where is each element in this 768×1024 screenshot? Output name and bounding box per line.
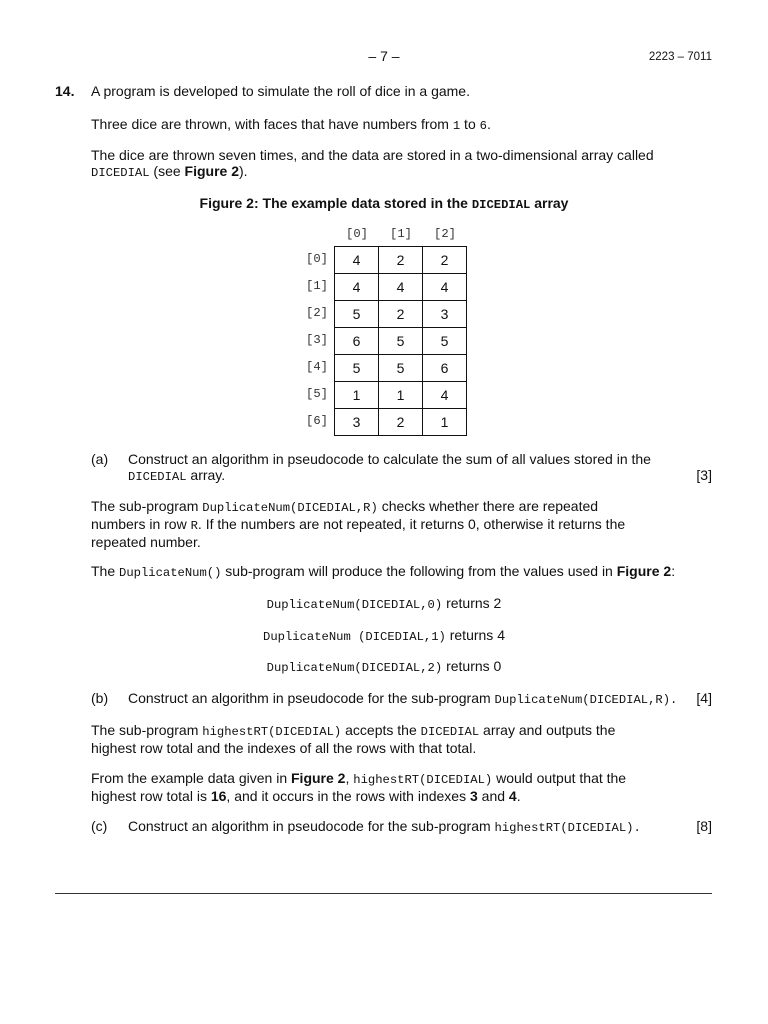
- part-a-text: [128, 451, 651, 485]
- dice-faces-paragraph: [91, 116, 491, 134]
- text: . If the numbers are not repeated, it returns 0, otherwise it returns the: [197, 516, 626, 532]
- array-cell: 2: [379, 247, 423, 274]
- table-row: [335, 301, 467, 328]
- text: array and outputs the: [479, 722, 616, 738]
- figure-ref: Figure 2: [184, 163, 239, 179]
- array-cell: 6: [423, 355, 467, 382]
- text-line: [91, 770, 626, 788]
- text: (see: [149, 163, 185, 179]
- text: checks whether there are repeated: [377, 498, 599, 514]
- array-cell: 6: [335, 328, 379, 355]
- code-inline: DICEDIAL: [91, 166, 150, 180]
- text: Construct an algorithm in pseudocode for the sub-program: [128, 690, 495, 706]
- text: and: [477, 788, 509, 804]
- question-intro: A program is developed to simulate the roll of dice in a game.: [91, 83, 470, 99]
- table-row: [335, 274, 467, 301]
- text-line: [91, 516, 625, 534]
- figure-title: [0, 195, 768, 213]
- text: The sub-program: [91, 722, 203, 738]
- table-row: [335, 382, 467, 409]
- text: The: [91, 563, 120, 579]
- text: .: [486, 116, 491, 132]
- figure-title-text: array: [530, 195, 569, 211]
- array-cell: 5: [335, 355, 379, 382]
- code-inline: 1: [452, 119, 461, 133]
- row-index: [4]: [306, 360, 328, 374]
- text: ,: [345, 770, 354, 786]
- code-inline: R: [190, 519, 198, 533]
- text-line: repeated number.: [91, 534, 201, 550]
- code-inline: highestRT(DICEDIAL): [353, 773, 493, 787]
- row-index: [1]: [306, 279, 328, 293]
- page-number: – 7 –: [368, 48, 400, 64]
- text-line: highest row total and the indexes of all the rows with that total.: [91, 740, 477, 756]
- figure-ref: Figure 2: [291, 770, 346, 786]
- array-cell: 2: [423, 247, 467, 274]
- code-inline: DICEDIAL: [420, 725, 480, 739]
- array-cell: 2: [379, 409, 423, 436]
- figure-title-text: Figure 2: The example data stored in the: [199, 195, 472, 211]
- table-row: [335, 328, 467, 355]
- array-cell: 4: [379, 274, 423, 301]
- code-inline: DuplicateNum(DICEDIAL,0): [266, 598, 443, 612]
- array-cell: 2: [379, 301, 423, 328]
- text: The sub-program: [91, 498, 203, 514]
- array-cell: 5: [335, 301, 379, 328]
- example-line: [0, 658, 768, 676]
- text-line: [91, 788, 626, 804]
- text: to: [460, 116, 480, 132]
- text: returns 4: [445, 627, 505, 643]
- part-c-label: (c): [91, 818, 108, 834]
- text: returns 2: [442, 595, 502, 611]
- table-row: [335, 409, 467, 436]
- row-index: [2]: [306, 306, 328, 320]
- column-index: [1]: [390, 227, 412, 241]
- text-line: The dice are thrown seven times, and the data are stored in a two-dimensional array called: [91, 147, 654, 163]
- part-b-text: [128, 690, 677, 708]
- text-line: Construct an algorithm in pseudocode to calculate the sum of all values stored in the: [128, 451, 651, 467]
- text: :: [671, 563, 676, 579]
- column-index: [0]: [346, 227, 368, 241]
- bold-value: 4: [508, 788, 517, 804]
- dicedial-array-table: [334, 246, 467, 436]
- text: highest row total is: [91, 788, 211, 804]
- bold-value: 16: [210, 788, 227, 804]
- text: .: [516, 788, 521, 804]
- table-row: [335, 247, 467, 274]
- array-cell: 3: [423, 301, 467, 328]
- duplicatenum-usage: [91, 563, 675, 581]
- code-inline: DuplicateNum (DICEDIAL,1): [263, 630, 446, 644]
- figure-ref: Figure 2: [616, 563, 672, 579]
- text: From the example data given in: [91, 770, 291, 786]
- row-index: [5]: [306, 387, 328, 401]
- array-cell: 4: [423, 274, 467, 301]
- part-c-text: [128, 818, 641, 836]
- part-a-marks: [3]: [696, 467, 712, 483]
- code-inline: 6: [479, 119, 487, 133]
- part-c-marks: [8]: [696, 818, 712, 834]
- array-cell: 1: [379, 382, 423, 409]
- table-row: [335, 355, 467, 382]
- text: would output that the: [492, 770, 627, 786]
- code-inline: DuplicateNum(): [119, 566, 222, 580]
- duplicatenum-description: [91, 498, 625, 550]
- code-inline: highestRT(DICEDIAL).: [494, 821, 641, 835]
- code-inline: highestRT(DICEDIAL): [202, 725, 342, 739]
- example-line: [0, 627, 768, 645]
- array-cell: 5: [423, 328, 467, 355]
- bottom-divider: [55, 893, 712, 894]
- array-description-paragraph: [91, 147, 654, 181]
- array-cell: 1: [335, 382, 379, 409]
- row-index: [0]: [306, 252, 328, 266]
- part-a-label: (a): [91, 451, 109, 467]
- part-b-marks: [4]: [696, 690, 712, 706]
- text: numbers in row: [91, 516, 191, 532]
- part-b-label: (b): [91, 690, 109, 706]
- text: returns 0: [442, 658, 502, 674]
- array-cell: 4: [335, 247, 379, 274]
- text: Construct an algorithm in pseudocode for the sub-program: [128, 818, 495, 834]
- text-line: [128, 467, 651, 485]
- text: Three dice are thrown, with faces that have numbers from: [91, 116, 453, 132]
- row-index: [3]: [306, 333, 328, 347]
- highestrt-description: [91, 722, 615, 756]
- text: , and it occurs in the rows with indexes: [226, 788, 470, 804]
- array-cell: 4: [335, 274, 379, 301]
- code-inline: DuplicateNum(DICEDIAL,R).: [494, 693, 678, 707]
- code-inline: DICEDIAL: [471, 198, 531, 212]
- code-inline: DuplicateNum(DICEDIAL,2): [266, 661, 443, 675]
- text-line: [91, 498, 625, 516]
- highestrt-example: [91, 770, 626, 804]
- array-cell: 5: [379, 328, 423, 355]
- text: array.: [186, 467, 226, 483]
- code-inline: DICEDIAL: [128, 470, 187, 484]
- paper-code: 2223 – 7011: [648, 51, 712, 63]
- text-line: [91, 163, 654, 181]
- array-cell: 3: [335, 409, 379, 436]
- text: accepts the: [341, 722, 421, 738]
- column-index: [2]: [434, 227, 456, 241]
- array-cell: 5: [379, 355, 423, 382]
- code-inline: DuplicateNum(DICEDIAL,R): [202, 501, 378, 515]
- question-number: 14.: [55, 83, 75, 99]
- text: sub-program will produce the following from the values used in: [221, 563, 617, 579]
- array-cell: 4: [423, 382, 467, 409]
- text-line: [91, 722, 615, 740]
- bold-value: 3: [469, 788, 478, 804]
- text: ).: [239, 163, 248, 179]
- example-line: [0, 595, 768, 613]
- array-cell: 1: [423, 409, 467, 436]
- row-index: [6]: [306, 414, 328, 428]
